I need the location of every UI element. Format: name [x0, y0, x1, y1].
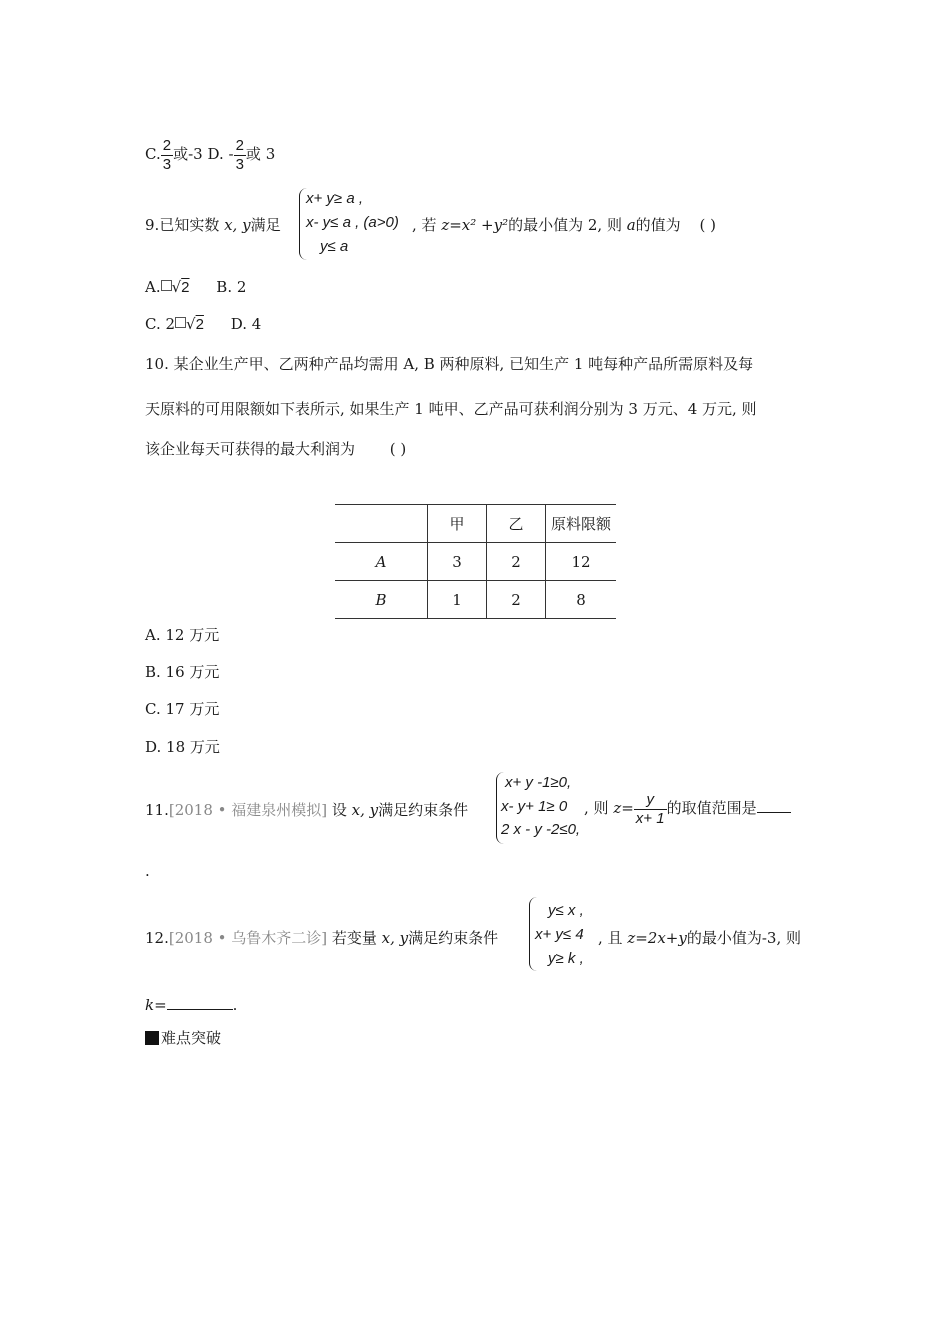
- q12-vars: x, y: [381, 929, 409, 947]
- q9-system-line-1: x+ y≥ a ,: [306, 190, 364, 207]
- q10-material-table: [335, 504, 616, 619]
- q11-system-line-2: x- y+ 1≥ 0: [501, 798, 568, 815]
- table-cell: 1: [428, 581, 487, 619]
- q11-vars: x, y: [351, 801, 379, 819]
- table-cell: 2: [487, 543, 546, 581]
- q11-number: 11.: [145, 801, 169, 819]
- table-header-cell: 甲: [428, 505, 487, 543]
- q9-text-after-3: 的值为: [635, 216, 681, 234]
- q9-vars: x, y: [224, 216, 251, 234]
- q11-fraction: $\frac{y}{x+ 1}$: [635, 790, 665, 827]
- q9-system-line-2: x- y≤ a , (a>0): [306, 214, 399, 231]
- table-cell: 8: [546, 581, 617, 619]
- q10-option-c: C. 17 万元: [145, 700, 220, 718]
- q12-stem-right: [598, 927, 801, 948]
- q11-text-after: , 则: [584, 799, 614, 817]
- q9-text-after-1: , 若: [412, 216, 442, 234]
- q10-line-3: [145, 438, 406, 459]
- q9-system-line-3: y≤ a: [320, 238, 349, 255]
- q9-stem-left: [145, 214, 281, 235]
- q11-system-line-3: 2 x - y -2≤0,: [501, 821, 581, 838]
- q11-text-before: 设: [327, 801, 352, 819]
- q9-option-a-value: 2: [181, 279, 190, 296]
- q11-tail: .: [145, 862, 150, 880]
- q9-option-a-label: A.: [145, 278, 161, 296]
- q9-stem-right: [412, 214, 716, 235]
- radical-icon: √: [186, 315, 196, 333]
- q9-answer-paren: ( ): [699, 216, 716, 234]
- q11-stem-right: [584, 788, 791, 828]
- q10-option-d: D. 18 万元: [145, 738, 220, 756]
- q9-var-a: a: [626, 216, 636, 234]
- q10-line-1: 10. 某企业生产甲、乙两种产品均需用 A, B 两种原料, 已知生产 1 吨每种产品所需原料及每: [145, 355, 754, 373]
- q12-text-after: , 且: [598, 929, 628, 947]
- table-cell: 3: [428, 543, 487, 581]
- q10-answer-paren: ( ): [389, 440, 407, 458]
- q11-text-end: 的取值范围是: [666, 799, 757, 817]
- section-title: 难点突破: [161, 1029, 222, 1047]
- q12-answer-line: [145, 996, 237, 1014]
- q12-number: 12.: [145, 929, 169, 947]
- table-cell: A: [335, 543, 428, 581]
- q9-number: 9.: [145, 216, 160, 234]
- q8-option-d-fraction: $\frac{2}{3}$: [235, 136, 244, 173]
- q9-text-mid: 满足: [250, 216, 281, 234]
- q9-text-after-2: 的最小值为 2, 则: [508, 216, 627, 234]
- q9-option-c-value: 2: [195, 316, 204, 333]
- q8-option-d-suffix: 或 3: [245, 145, 276, 163]
- q9-option-d: D. 4: [230, 315, 262, 333]
- q10-option-a: A. 12 万元: [145, 626, 220, 644]
- black-square-icon: [145, 1031, 159, 1045]
- q8-option-d-label: D. -: [207, 145, 234, 163]
- q12-k-tail: .: [232, 996, 238, 1014]
- q9-options-cd: [145, 315, 261, 333]
- q12-text-end: 的最小值为-3, 则: [686, 929, 801, 947]
- q8-options: [145, 136, 275, 172]
- table-header-cell: [335, 505, 428, 543]
- q8-option-c-suffix: 或-3: [173, 145, 203, 163]
- q10-line-3-text: 该企业每天可获得的最大利润为: [145, 440, 356, 458]
- table-row: [335, 543, 616, 581]
- radical-icon: √: [171, 278, 182, 296]
- q12-text-mid: 满足约束条件: [408, 929, 499, 947]
- table-header-cell: 乙: [487, 505, 546, 543]
- placeholder-box-icon: [161, 280, 172, 291]
- q11-system-line-1: x+ y -1≥0,: [505, 774, 572, 791]
- q12-stem-left: [145, 927, 498, 948]
- q9-option-b: B. 2: [216, 278, 247, 296]
- q12-expression: z=2x+y: [627, 929, 687, 947]
- q12-k-label: k=: [145, 996, 167, 1014]
- table-row: [335, 581, 616, 619]
- table-cell: 12: [546, 543, 617, 581]
- section-heading: [145, 1027, 221, 1048]
- q8-option-c-label: C.: [145, 145, 161, 163]
- q11-stem-left: [145, 799, 468, 820]
- table-header-row: [335, 505, 616, 543]
- q12-system-line-3: y≥ k ,: [548, 950, 584, 967]
- q9-text-before: 已知实数: [159, 216, 225, 234]
- placeholder-box-icon: [175, 317, 186, 328]
- q11-answer-blank[interactable]: [757, 812, 791, 813]
- q9-options-ab: [145, 278, 246, 296]
- table-cell: B: [335, 581, 428, 619]
- q10-option-b: B. 16 万元: [145, 663, 220, 681]
- q8-option-c-fraction: $\frac{2}{3}$: [162, 136, 172, 173]
- q12-source: [2018 • 乌鲁木齐二诊]: [168, 929, 328, 947]
- q9-option-c-label: C. 2: [145, 315, 176, 333]
- q11-text-mid: 满足约束条件: [378, 801, 469, 819]
- q11-z-label: z=: [613, 799, 634, 817]
- q12-text-before: 若变量: [327, 929, 382, 947]
- q9-expression: z=x² +y²: [441, 216, 509, 234]
- table-header-cell: 原料限额: [546, 505, 617, 543]
- q12-system-line-2: x+ y≤ 4: [535, 926, 584, 943]
- q12-answer-blank[interactable]: [167, 1009, 233, 1010]
- table-cell: 2: [487, 581, 546, 619]
- q12-system-line-1: y≤ x ,: [548, 902, 584, 919]
- q11-source: [2018 • 福建泉州模拟]: [168, 801, 328, 819]
- q10-line-2: 天原料的可用限额如下表所示, 如果生产 1 吨甲、乙产品可获利润分别为 3 万元、4 万元, 则: [145, 400, 757, 418]
